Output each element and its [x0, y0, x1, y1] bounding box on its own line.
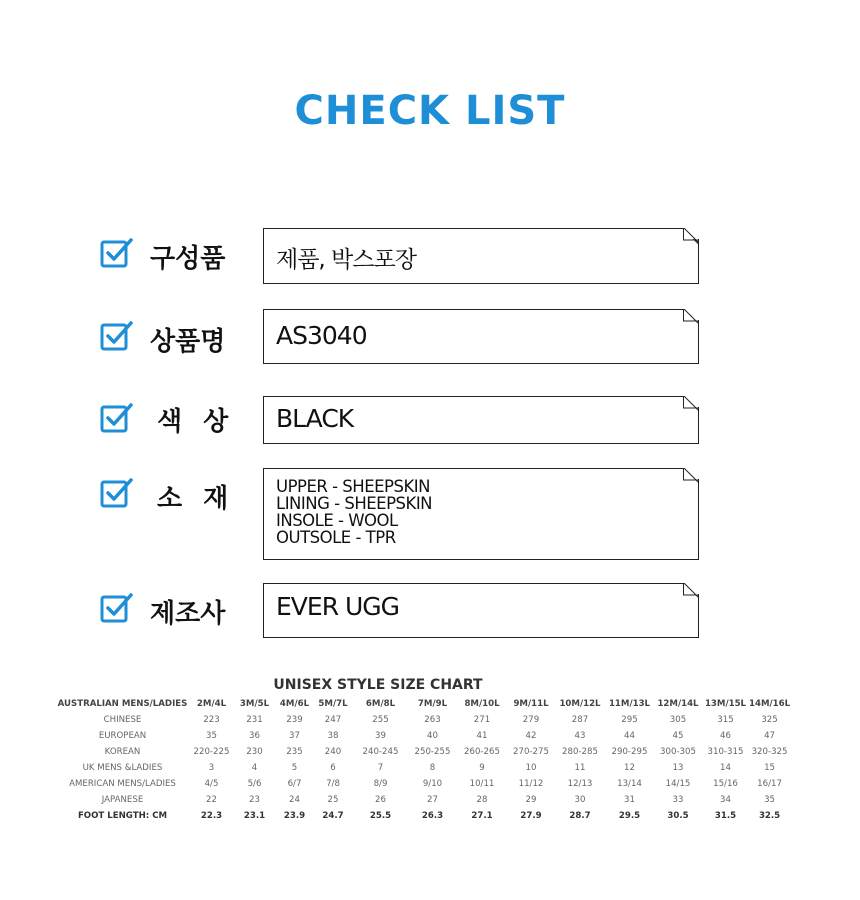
size-row-label: FOOT LENGTH: CM: [77, 811, 168, 821]
size-cell: 44: [624, 731, 635, 741]
size-cell: 46: [720, 731, 731, 741]
size-row: [55, 792, 790, 808]
size-cell: 9M/11L: [513, 699, 549, 709]
size-cell: 305: [669, 715, 687, 725]
checkbox-check-icon: [100, 236, 134, 270]
size-cell: 231: [246, 715, 263, 725]
row-label: 소 재: [157, 484, 229, 514]
size-cell: 6M/8L: [365, 699, 396, 709]
size-cell: 37: [289, 731, 300, 741]
size-cell: 30.5: [667, 811, 689, 821]
size-cell: 223: [203, 715, 220, 725]
size-cell: 41: [476, 731, 488, 741]
size-cell: 32.5: [758, 811, 781, 821]
material-list: [276, 478, 432, 546]
size-cell: 5: [291, 763, 298, 773]
row-label: 색 상: [157, 407, 229, 437]
checkbox-check-icon: [100, 401, 134, 435]
size-row: [55, 776, 790, 792]
material-line: INSOLE - WOOL: [276, 511, 398, 530]
size-cell: 29: [525, 795, 537, 805]
size-cell: 13M/15L: [704, 699, 747, 709]
size-cell: 7/8: [326, 779, 340, 789]
size-cell: 43: [574, 731, 586, 741]
size-cell: 35: [206, 731, 217, 741]
checkbox-check-icon: [100, 591, 134, 625]
size-row: [55, 744, 790, 760]
size-row-label: EUROPEAN: [98, 731, 147, 741]
size-cell: 16/17: [757, 779, 782, 789]
size-row: [55, 760, 790, 776]
material-line: LINING - SHEEPSKIN: [276, 494, 433, 513]
size-cell: 11: [574, 763, 586, 773]
size-cell: 4M/6L: [279, 699, 310, 709]
row-value: EVER UGG: [276, 592, 400, 621]
size-cell: 15: [764, 763, 776, 773]
size-cell: 250-255: [414, 747, 451, 757]
size-cell: 36: [249, 731, 260, 741]
size-cell: 47: [764, 731, 776, 741]
size-cell: 14/15: [665, 779, 691, 789]
size-row-label: AUSTRALIAN MENS/LADIES: [57, 699, 188, 709]
size-cell: 255: [372, 715, 389, 725]
size-cell: 25.5: [369, 811, 392, 821]
size-cell: 11M/13L: [608, 699, 651, 709]
size-cell: 10/11: [469, 779, 495, 789]
size-cell: 22.3: [200, 811, 223, 821]
size-cell: 13/14: [617, 779, 642, 789]
size-cell: 3M/5L: [239, 699, 270, 709]
size-cell: 14: [720, 763, 731, 773]
size-cell: 42: [525, 731, 537, 741]
size-cell: 263: [424, 715, 441, 725]
size-cell: 8/9: [373, 779, 388, 789]
size-cell: 7: [377, 763, 384, 773]
size-cell: 28: [476, 795, 488, 805]
size-cell: 240: [324, 747, 342, 757]
size-cell: 12/13: [567, 779, 593, 789]
size-cell: 25: [327, 795, 339, 805]
size-cell: 279: [522, 715, 540, 725]
folded-corner-icon: [683, 309, 699, 325]
row-label: 상품명: [150, 327, 226, 357]
value-box: [263, 309, 699, 364]
size-cell: 26: [375, 795, 386, 805]
size-cell: 220-225: [193, 747, 230, 757]
size-cell: 11/12: [518, 779, 544, 789]
row-value: AS3040: [276, 321, 367, 350]
value-box: [263, 228, 699, 284]
size-cell: 240-245: [362, 747, 399, 757]
size-cell: 14M/16L: [749, 699, 791, 709]
size-cell: 27.1: [471, 811, 493, 821]
folded-corner-icon: [683, 583, 699, 599]
size-row-label: JAPANESE: [101, 795, 144, 805]
page-title: CHECK LIST: [294, 88, 566, 134]
value-box: [263, 396, 699, 444]
size-cell: 230: [246, 747, 263, 757]
size-cell: 290-295: [611, 747, 648, 757]
size-cell: 5/6: [247, 779, 262, 789]
size-cell: 35: [764, 795, 776, 805]
size-row-label: UK MENS &LADIES: [82, 763, 163, 773]
row-value: 제품, 박스포장: [276, 247, 416, 273]
size-cell: 6: [330, 763, 336, 773]
size-cell: 26.3: [421, 811, 444, 821]
size-cell: 325: [761, 715, 778, 725]
size-cell: 4/5: [204, 779, 219, 789]
size-cell: 45: [672, 731, 684, 741]
size-row-label: CHINESE: [103, 715, 142, 725]
size-cell: 40: [427, 731, 438, 741]
size-cell: 31: [624, 795, 635, 805]
material-line: UPPER - SHEEPSKIN: [276, 477, 430, 496]
size-cell: 295: [621, 715, 638, 725]
size-cell: 8: [429, 763, 436, 773]
size-cell: 260-265: [464, 747, 500, 757]
value-box: [263, 468, 699, 560]
folded-corner-icon: [683, 228, 699, 244]
size-row: [55, 712, 790, 728]
size-cell: 280-285: [562, 747, 598, 757]
size-cell: 23: [249, 795, 260, 805]
size-cell: 270-275: [513, 747, 549, 757]
size-cell: 33: [672, 795, 684, 805]
folded-corner-icon: [683, 396, 699, 412]
size-cell: 31.5: [714, 811, 737, 821]
checkbox-check-icon: [100, 476, 134, 510]
size-cell: 310-315: [707, 747, 744, 757]
size-cell: 34: [720, 795, 731, 805]
size-cell: 320-325: [751, 747, 788, 757]
size-footer-row: [55, 808, 790, 824]
size-cell: 8M/10L: [464, 699, 500, 709]
size-cell: 27.9: [520, 811, 542, 821]
size-cell: 3: [208, 763, 215, 773]
size-cell: 300-305: [660, 747, 696, 757]
size-chart-title: UNISEX STYLE SIZE CHART: [273, 677, 483, 693]
row-label: 구성품: [150, 244, 226, 274]
folded-corner-icon: [683, 468, 699, 484]
size-cell: 4: [251, 763, 258, 773]
row-label: 제조사: [150, 599, 226, 629]
size-cell: 2M/4L: [196, 699, 227, 709]
value-box: [263, 583, 699, 638]
size-cell: 287: [571, 715, 589, 725]
size-cell: 28.7: [569, 811, 591, 821]
size-row: [55, 728, 790, 744]
size-cell: 315: [717, 715, 734, 725]
size-cell: 6/7: [287, 779, 302, 789]
size-cell: 23.1: [243, 811, 266, 821]
size-cell: 5M/7L: [318, 699, 348, 709]
size-cell: 24.7: [322, 811, 344, 821]
size-row-label: AMERICAN MENS/LADIES: [69, 779, 176, 789]
size-cell: 24: [289, 795, 300, 805]
size-row-label: KOREAN: [104, 747, 141, 757]
size-cell: 30: [574, 795, 586, 805]
size-cell: 247: [324, 715, 342, 725]
size-cell: 235: [286, 747, 303, 757]
size-cell: 12: [624, 763, 635, 773]
size-cell: 7M/9L: [417, 699, 448, 709]
size-cell: 239: [286, 715, 303, 725]
size-cell: 27: [427, 795, 438, 805]
size-cell: 9/10: [422, 779, 443, 789]
size-cell: 22: [206, 795, 217, 805]
size-cell: 12M/14L: [657, 699, 699, 709]
size-cell: 29.5: [618, 811, 641, 821]
size-header-row: [55, 696, 790, 712]
material-line: OUTSOLE - TPR: [276, 528, 396, 547]
size-cell: 10: [525, 763, 537, 773]
size-cell: 15/16: [713, 779, 738, 789]
size-chart-table: [55, 696, 790, 824]
size-cell: 39: [375, 731, 386, 741]
size-cell: 38: [327, 731, 339, 741]
size-cell: 9: [479, 763, 485, 773]
row-value: BLACK: [276, 404, 354, 433]
checkbox-check-icon: [100, 319, 134, 353]
size-cell: 23.9: [283, 811, 306, 821]
size-cell: 13: [672, 763, 684, 773]
size-cell: 10M/12L: [559, 699, 601, 709]
size-cell: 271: [473, 715, 491, 725]
